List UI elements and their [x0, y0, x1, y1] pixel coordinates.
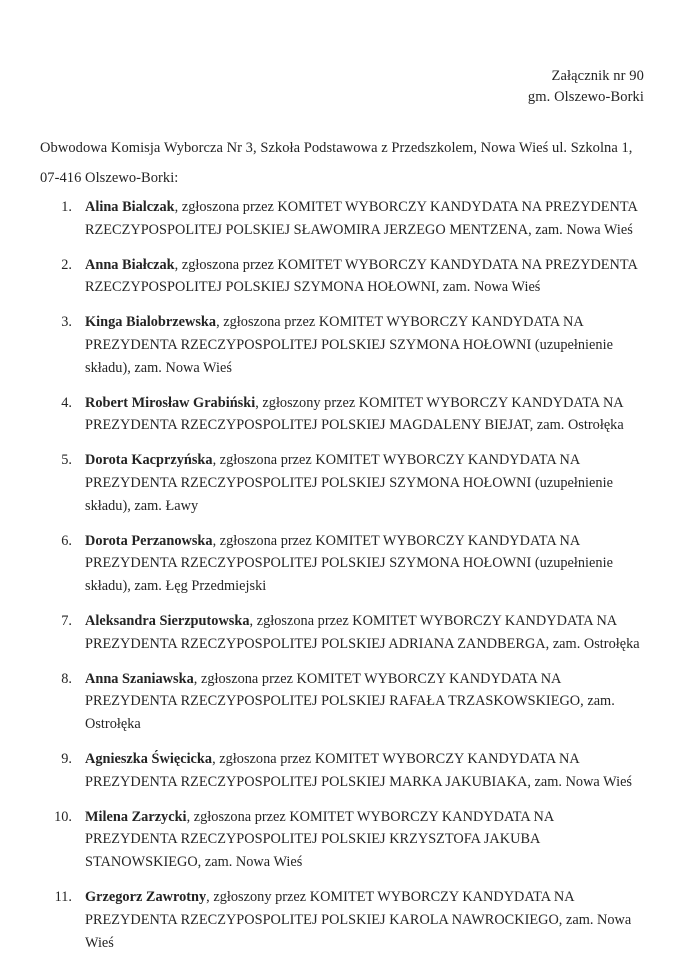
candidate-nomination-text: , zgłoszona przez KOMITET WYBORCZY KANDYDATA NA PREZYDENTA RZECZYPOSPOLITEJ POLSKIEJ SZYMONA HOŁOWNI (uzupełnienie składu), zam. Nowa Wieś — [85, 314, 613, 376]
candidate-nomination-text: , zgłoszony przez KOMITET WYBORCZY KANDYDATA NA PREZYDENTA RZECZYPOSPOLITEJ POLSKIEJ MAGDALENY BIEJAT, zam. Ostrołęka — [85, 394, 624, 434]
list-item — [40, 668, 646, 736]
candidate-nomination-text: , zgłoszona przez KOMITET WYBORCZY KANDYDATA NA PREZYDENTA RZECZYPOSPOLITEJ POLSKIEJ ADRIANA ZANDBERGA, zam. Ostrołęka — [85, 612, 640, 652]
list-item-number: 6. — [61, 532, 72, 549]
list-item — [40, 196, 646, 242]
commission-intro-paragraph: Obwodowa Komisja Wyborcza Nr 3, Szkoła Podstawowa z Przedszkolem, Nowa Wieś ul. Szkolna 1, 07-416 Olszewo-Borki: — [40, 139, 633, 186]
list-item-number: 4. — [61, 394, 72, 411]
list-item-number: 8. — [61, 670, 72, 687]
candidate-name: Dorota Perzanowska — [85, 532, 213, 549]
candidate-name: Anna Szaniawska — [85, 670, 194, 687]
candidate-name: Robert Mirosław Grabiński — [85, 394, 256, 411]
list-item — [40, 748, 646, 794]
list-item-number: 11. — [54, 888, 72, 905]
candidate-name: Kinga Bialobrzewska — [85, 314, 217, 331]
candidate-nomination-text: , zgłoszona przez KOMITET WYBORCZY KANDYDATA NA PREZYDENTA RZECZYPOSPOLITEJ POLSKIEJ MARKA JAKUBIAKA, zam. Nowa Wieś — [85, 750, 633, 790]
commission-members-list — [40, 196, 646, 960]
list-item-number: 2. — [61, 256, 72, 273]
candidate-nomination-text: , zgłoszony przez KOMITET WYBORCZY KANDYDATA NA PREZYDENTA RZECZYPOSPOLITEJ POLSKIEJ KAROLA NAWROCKIEGO, zam. Nowa Wieś — [85, 888, 632, 951]
candidate-nomination-text: , zgłoszona przez KOMITET WYBORCZY KANDYDATA NA PREZYDENTA RZECZYPOSPOLITEJ POLSKIEJ RAFAŁA TRZASKOWSKIEGO, zam. Ostrołęka — [85, 670, 615, 733]
candidate-nomination-text: , zgłoszona przez KOMITET WYBORCZY KANDYDATA NA PREZYDENTA RZECZYPOSPOLITEJ POLSKIEJ SZYMONA HOŁOWNI (uzupełnienie składu), zam. Łęg Przedmiejski — [85, 532, 613, 595]
candidate-nomination-text: , zgłoszona przez KOMITET WYBORCZY KANDYDATA NA PREZYDENTA RZECZYPOSPOLITEJ POLSKIEJ SZYMONA HOŁOWNI, zam. Nowa Wieś — [85, 256, 638, 296]
list-item-number: 5. — [61, 452, 72, 469]
candidate-name: Agnieszka Święcicka — [85, 750, 213, 767]
list-item — [40, 886, 646, 954]
candidate-name: Dorota Kacprzyńska — [85, 452, 213, 469]
list-item-number: 3. — [61, 314, 72, 331]
candidate-nomination-text: , zgłoszona przez KOMITET WYBORCZY KANDYDATA NA PREZYDENTA RZECZYPOSPOLITEJ POLSKIEJ SZYMONA HOŁOWNI (uzupełnienie składu), zam. Ławy — [85, 452, 613, 514]
list-item-number: 10. — [54, 808, 72, 825]
list-item-number: 9. — [61, 750, 72, 767]
list-item-number: 7. — [61, 612, 72, 629]
list-item — [40, 254, 646, 300]
list-item — [40, 392, 646, 438]
attachment-number: Załącznik nr 90 — [551, 68, 644, 84]
candidate-name: Aleksandra Sierzputowska — [85, 612, 250, 629]
list-item — [40, 530, 646, 598]
list-item-number: 1. — [61, 199, 72, 215]
list-item — [40, 311, 646, 379]
list-item — [40, 449, 646, 517]
candidate-name: Alina Bialczak — [85, 199, 175, 215]
list-item — [40, 806, 646, 874]
candidate-name: Milena Zarzycki — [85, 808, 187, 825]
municipality-name: gm. Olszewo-Borki — [527, 89, 644, 105]
list-item — [40, 610, 646, 656]
candidate-nomination-text: , zgłoszona przez KOMITET WYBORCZY KANDYDATA NA PREZYDENTA RZECZYPOSPOLITEJ POLSKIEJ SŁAWOMIRA JERZEGO MENTZENA, zam. Nowa Wieś — [85, 199, 638, 238]
document-header — [528, 66, 644, 108]
candidate-name: Anna Białczak — [85, 256, 175, 273]
candidate-nomination-text: , zgłoszona przez KOMITET WYBORCZY KANDYDATA NA PREZYDENTA RZECZYPOSPOLITEJ POLSKIEJ KRZYSZTOFA JAKUBA STANOWSKIEGO, zam. Nowa Wieś — [85, 808, 554, 871]
candidate-name: Grzegorz Zawrotny — [85, 888, 207, 905]
